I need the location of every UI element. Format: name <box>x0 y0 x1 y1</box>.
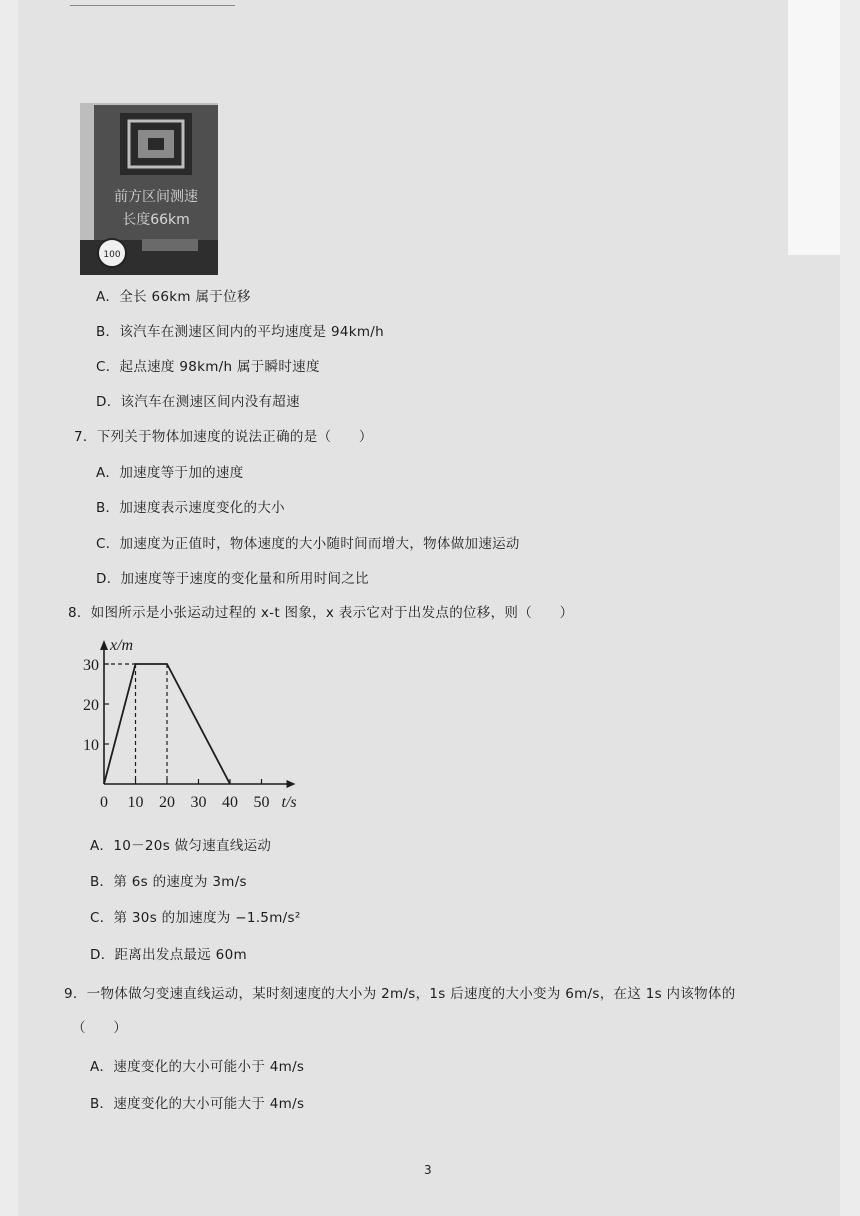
y-axis-arrow <box>100 640 108 650</box>
q7-option-b: B．加速度表示速度变化的大小 <box>96 500 285 516</box>
q8-option-a: A．10－20s 做匀速直线运动 <box>90 838 272 854</box>
x-tick-label: 40 <box>222 794 238 811</box>
q8-option-b: B．第 6s 的速度为 3m/s <box>90 874 247 890</box>
q9-option-b: B．速度变化的大小可能大于 4m/s <box>90 1096 305 1112</box>
top-rule <box>70 5 235 6</box>
y-tick-label: 10 <box>83 737 99 754</box>
speed-limit-number: 100 <box>103 250 121 260</box>
x-axis-arrow <box>287 780 296 788</box>
q7-option-d: D．加速度等于速度的变化量和所用时间之比 <box>96 571 369 587</box>
q8-option-c: C．第 30s 的加速度为 −1.5m/s² <box>90 910 301 926</box>
y-tick-label: 30 <box>83 657 99 674</box>
scan-margin <box>788 0 840 255</box>
q6-option-d: D．该汽车在测速区间内没有超速 <box>96 394 300 410</box>
q7-option-c: C．加速度为正值时，物体速度的大小随时间而增大，物体做加速运动 <box>96 536 520 552</box>
sign-text-line1: 前方区间测速 <box>114 189 198 205</box>
q7-stem: 7．下列关于物体加速度的说法正确的是（ ） <box>74 429 373 445</box>
speed-zone-sign-photo <box>80 103 218 275</box>
q6-option-a: A．全长 66km 属于位移 <box>96 289 251 305</box>
q9-option-a: A．速度变化的大小可能小于 4m/s <box>90 1059 305 1075</box>
x-tick-label: 0 <box>100 794 108 811</box>
q6-option-b: B．该汽车在测速区间内的平均速度是 94km/h <box>96 324 385 340</box>
x-axis-label: t/s <box>281 794 297 811</box>
q8-option-d: D．距离出发点最远 60m <box>90 947 247 963</box>
q8-stem: 8．如图所示是小张运动过程的 x-t 图象，x 表示它对于出发点的位移，则（ ） <box>68 605 574 621</box>
q9-stem: 9．一物体做匀变速直线运动，某时刻速度的大小为 2m/s，1s 后速度的大小变为 6m/s，在这 1s 内该物体的 <box>64 986 736 1002</box>
q6-option-c: C．起点速度 98km/h 属于瞬时速度 <box>96 359 320 375</box>
x-tick-label: 10 <box>127 794 144 811</box>
x-tick-label: 50 <box>253 794 270 811</box>
y-axis-label: x/m <box>110 637 134 654</box>
q7-option-a: A．加速度等于加的速度 <box>96 465 244 481</box>
x-tick-label: 20 <box>159 794 175 811</box>
page-number: 3 <box>424 1163 432 1177</box>
sign-text-line2: 长度66km <box>122 212 190 228</box>
y-tick-label: 20 <box>83 697 99 714</box>
xt-graph <box>78 632 328 812</box>
x-tick-label: 30 <box>190 794 207 811</box>
q9-stem-paren: （ ） <box>72 1020 128 1036</box>
